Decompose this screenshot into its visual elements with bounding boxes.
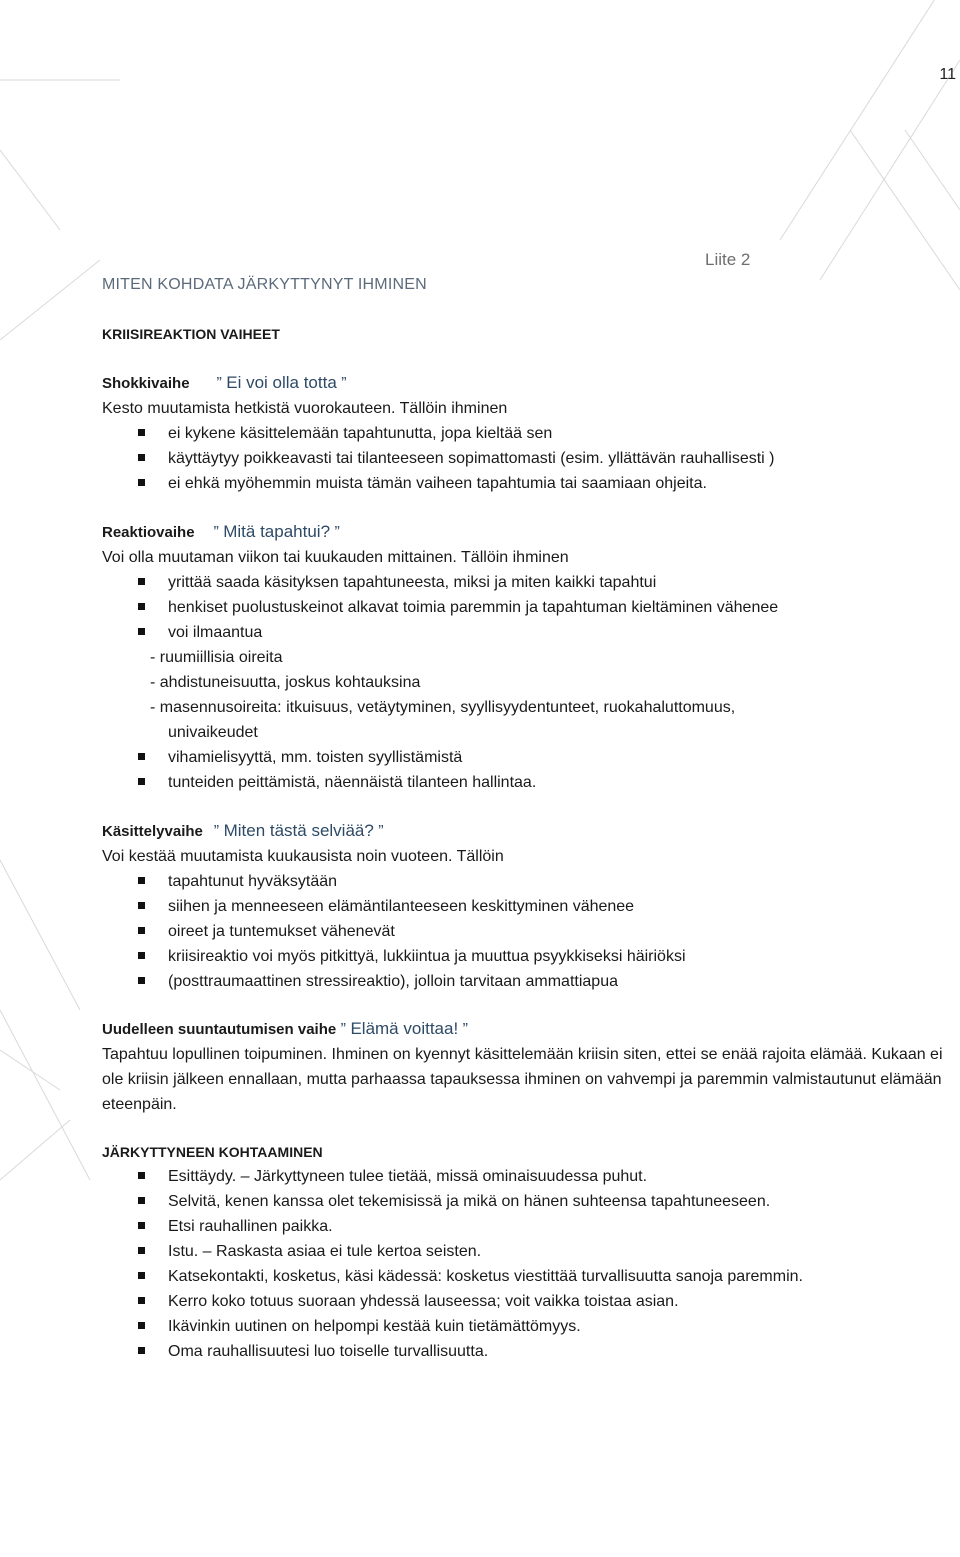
- open-quote: ”: [213, 524, 219, 541]
- sub-list-item: - ahdistuneisuutta, joskus kohtauksina: [150, 674, 421, 691]
- shock-phase-quote: Ei voi olla totta: [226, 373, 337, 392]
- page-number: 11: [939, 66, 956, 83]
- list-item: kriisireaktio voi myös pitkittyä, lukkiintua ja muuttua psyykkiseksi häiriöksi: [102, 944, 947, 969]
- open-quote: ”: [216, 375, 222, 392]
- open-quote: ”: [340, 1021, 346, 1038]
- processing-phase-intro: Voi kestää muutamista kuukausista noin vuoteen. Tällöin: [102, 848, 504, 865]
- reaction-phase-list-continued: [102, 745, 947, 795]
- close-quote: ”: [341, 375, 347, 392]
- section-heading-crisis-phases: KRIISIREAKTION VAIHEET: [102, 326, 280, 342]
- list-item: Kerro koko totuus suoraan yhdessä lauseessa; voit vaikka toistaa asian.: [102, 1289, 947, 1314]
- list-item: Ikävinkin uutinen on helpompi kestää kuin tietämättömyys.: [102, 1314, 947, 1339]
- list-item: käyttäytyy poikkeavasti tai tilanteeseen sopimattomasti (esim. yllättävän rauhallisesti ): [102, 446, 947, 471]
- reorientation-phase-heading: [102, 1016, 947, 1042]
- list-item: oireet ja tuntemukset vähenevät: [102, 919, 947, 944]
- list-item: Istu. – Raskasta asiaa ei tule kertoa seisten.: [102, 1239, 947, 1264]
- meeting-section: [102, 1164, 947, 1364]
- reaction-phase-intro: Voi olla muutaman viikon tai kuukauden mittainen. Tällöin ihminen: [102, 549, 569, 566]
- reaction-phase-heading: [102, 519, 947, 545]
- page-title: MITEN KOHDATA JÄRKYTTYNYT IHMINEN: [102, 276, 427, 293]
- section-heading-meeting: JÄRKYTTYNEEN KOHTAAMINEN: [102, 1144, 323, 1160]
- reorientation-phase-label: Uudelleen suuntautumisen vaihe: [102, 1021, 337, 1038]
- list-item: Oma rauhallisuutesi luo toiselle turvallisuutta.: [102, 1339, 947, 1364]
- reorientation-phase-section: [102, 1016, 947, 1117]
- reorientation-phase-quote: Elämä voittaa!: [350, 1019, 459, 1038]
- list-item: Esittäydy. – Järkyttyneen tulee tietää, missä ominaisuudessa puhut.: [102, 1164, 947, 1189]
- list-item: voi ilmaantua: [102, 620, 947, 645]
- processing-phase-heading: [102, 818, 947, 844]
- close-quote: ”: [378, 823, 384, 840]
- list-item: Etsi rauhallinen paikka.: [102, 1214, 947, 1239]
- meeting-list: [102, 1164, 947, 1364]
- reaction-phase-label: Reaktiovaihe: [102, 524, 195, 541]
- close-quote: ”: [334, 524, 340, 541]
- open-quote: ”: [213, 823, 220, 840]
- processing-phase-list: [102, 869, 947, 994]
- sub-list-item: - ruumiillisia oireita: [150, 649, 283, 666]
- close-quote: ”: [462, 1021, 468, 1038]
- list-item: siihen ja menneeseen elämäntilanteeseen keskittyminen vähenee: [102, 894, 947, 919]
- reaction-phase-quote: Mitä tapahtui?: [223, 522, 331, 541]
- list-item: vihamielisyyttä, mm. toisten syyllistämistä: [102, 745, 947, 770]
- list-item: ei ehkä myöhemmin muista tämän vaiheen tapahtumia tai saamiaan ohjeita.: [102, 471, 947, 496]
- shock-phase-list: [102, 421, 947, 496]
- sub-list-item-continuation: univaikeudet: [168, 724, 258, 741]
- list-item: yrittää saada käsityksen tapahtuneesta, miksi ja miten kaikki tapahtui: [102, 570, 947, 595]
- reaction-phase-list: [102, 570, 947, 645]
- reorientation-phase-text: Tapahtuu lopullinen toipuminen. Ihminen on kyennyt käsittelemään kriisin siten, ettei se enää rajoita elämää. Kukaan ei ole kriisin jälkeen ennallaan, mutta parhaassa tapauksessa ihminen on vahvempi ja paremmin valmistautunut elämään eteenpäin.: [102, 1046, 943, 1113]
- list-item: (posttraumaattinen stressireaktio), jolloin tarvitaan ammattiapua: [102, 969, 947, 994]
- list-item: tapahtunut hyväksytään: [102, 869, 947, 894]
- shock-phase-section: [102, 370, 947, 496]
- list-item: henkiset puolustuskeinot alkavat toimia paremmin ja tapahtuman kieltäminen vähenee: [102, 595, 947, 620]
- list-item: ei kykene käsittelemään tapahtunutta, jopa kieltää sen: [102, 421, 947, 446]
- processing-phase-quote: Miten tästä selviää?: [223, 821, 374, 840]
- list-item: Selvitä, kenen kanssa olet tekemisissä ja mikä on hänen suhteensa tapahtuneeseen.: [102, 1189, 947, 1214]
- list-item: Katsekontakti, kosketus, käsi kädessä: kosketus viestittää turvallisuutta sanoja paremmin.: [102, 1264, 947, 1289]
- shock-phase-label: Shokkivaihe: [102, 375, 190, 392]
- sub-list-item: - masennusoireita: itkuisuus, vetäytyminen, syyllisyydentunteet, ruokahaluttomuus,: [150, 699, 736, 716]
- shock-phase-heading: [102, 370, 947, 396]
- processing-phase-section: [102, 818, 947, 994]
- list-item: tunteiden peittämistä, näennäistä tilanteen hallintaa.: [102, 770, 947, 795]
- reaction-phase-section: [102, 519, 947, 795]
- appendix-label: Liite 2: [705, 250, 751, 269]
- shock-phase-intro: Kesto muutamista hetkistä vuorokauteen. Tällöin ihminen: [102, 400, 508, 417]
- processing-phase-label: Käsittelyvaihe: [102, 823, 203, 840]
